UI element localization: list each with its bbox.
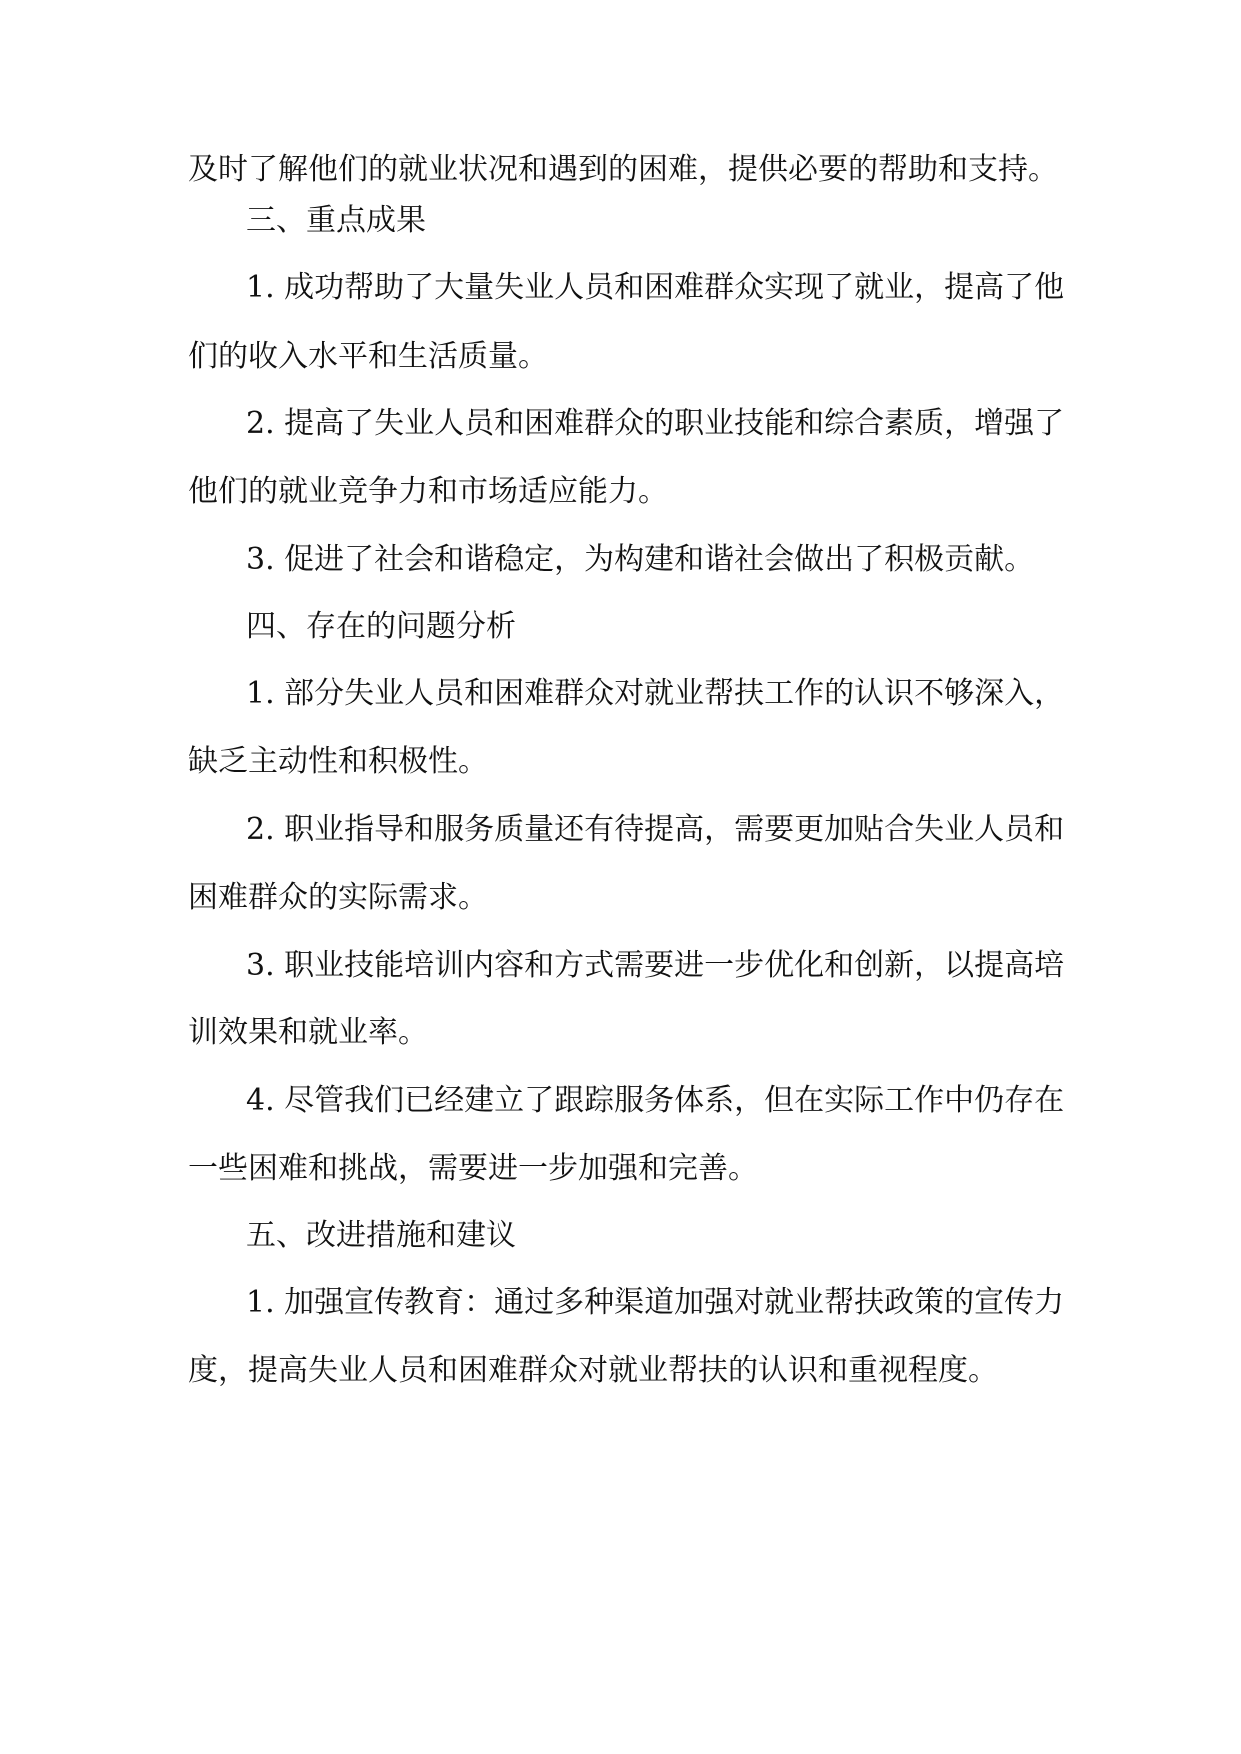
list-item-line: 1. 部分失业人员和困难群众对就业帮扶工作的认识不够深入， — [246, 676, 1065, 711]
paragraph-continuation-line: 及时了解他们的就业状况和遇到的困难，提供必要的帮助和支持。 — [188, 152, 1058, 187]
list-item-continuation-line: 度，提高失业人员和困难群众对就业帮扶的认识和重视程度。 — [188, 1353, 998, 1388]
list-item-line: 1. 成功帮助了大量失业人员和困难群众实现了就业，提高了他 — [246, 270, 1065, 305]
list-item-line: 4. 尽管我们已经建立了跟踪服务体系，但在实际工作中仍存在 — [246, 1083, 1065, 1118]
list-item-line: 2. 提高了失业人员和困难群众的职业技能和综合素质，增强了 — [246, 406, 1065, 441]
list-item-continuation-line: 他们的就业竞争力和市场适应能力。 — [188, 474, 668, 509]
list-item-continuation-line: 训效果和就业率。 — [188, 1015, 428, 1050]
section-heading-4: 四、存在的问题分析 — [246, 609, 516, 644]
list-item-line: 1. 加强宣传教育：通过多种渠道加强对就业帮扶政策的宣传力 — [246, 1285, 1065, 1320]
list-item-continuation-line: 缺乏主动性和积极性。 — [188, 744, 488, 779]
list-item-continuation-line: 困难群众的实际需求。 — [188, 880, 488, 915]
section-heading-5: 五、改进措施和建议 — [246, 1218, 516, 1253]
list-item-continuation-line: 一些困难和挑战，需要进一步加强和完善。 — [188, 1151, 758, 1186]
list-item-line: 2. 职业指导和服务质量还有待提高，需要更加贴合失业人员和 — [246, 812, 1065, 847]
list-item-continuation-line: 们的收入水平和生活质量。 — [188, 339, 548, 374]
list-item-line: 3. 促进了社会和谐稳定，为构建和谐社会做出了积极贡献。 — [246, 542, 1035, 577]
list-item-line: 3. 职业技能培训内容和方式需要进一步优化和创新，以提高培 — [246, 948, 1065, 983]
section-heading-3: 三、重点成果 — [246, 203, 426, 238]
